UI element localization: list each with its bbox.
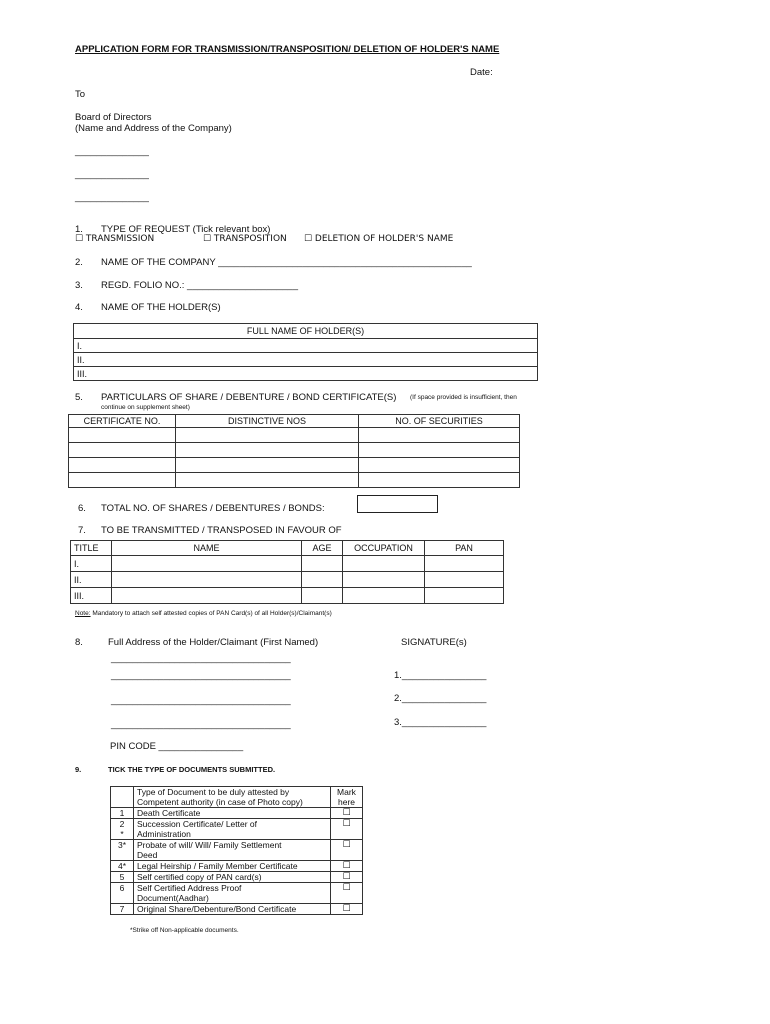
mark-header-line-2: here <box>337 797 355 807</box>
folio-no-field[interactable]: REGD. FOLIO NO.: _____________________ <box>101 280 298 291</box>
doc-death-certificate: Death Certificate <box>134 808 331 819</box>
signature-line-3[interactable]: 3.________________ <box>394 717 487 728</box>
checkbox-original-certificate[interactable]: ☐ <box>331 904 363 915</box>
strike-off-footnote: *Strike off Non-applicable documents. <box>130 927 239 934</box>
holder-row-3[interactable]: III. <box>74 367 538 381</box>
date-label: Date: <box>470 67 493 78</box>
company-name-field[interactable]: NAME OF THE COMPANY ________________________________________________ <box>101 257 472 268</box>
q6-label: TOTAL NO. OF SHARES / DEBENTURES / BONDS: <box>101 503 325 514</box>
col-title: TITLE <box>71 541 112 556</box>
q5-label: PARTICULARS OF SHARE / DEBENTURE / BOND CERTIFICATE(S) <box>101 392 397 403</box>
transferee-row-1: I. <box>71 556 112 572</box>
q1-label: TYPE OF REQUEST (Tick relevant box) <box>101 224 271 235</box>
q7-label: TO BE TRANSMITTED / TRANSPOSED IN FAVOUR OF <box>101 525 342 536</box>
option-deletion[interactable]: ☐ DELETION OF HOLDER'S NAME <box>304 234 454 244</box>
address-blank-3[interactable]: ______________ <box>75 192 149 203</box>
documents-table <box>110 786 363 915</box>
q5-number: 5. <box>75 392 83 403</box>
doc-header-line-2: Competent authority (in case of Photo copy) <box>137 797 303 807</box>
address-line-2[interactable]: __________________________________ <box>111 670 291 681</box>
q1-number: 1. <box>75 224 83 235</box>
q4-number: 4. <box>75 302 83 313</box>
signature-label: SIGNATURE(s) <box>401 637 467 648</box>
pin-code-field[interactable]: PIN CODE ________________ <box>110 741 244 752</box>
option-transmission[interactable]: ☐ TRANSMISSION <box>75 234 155 244</box>
table-row[interactable] <box>71 556 504 572</box>
checkbox-death-certificate[interactable]: ☐ <box>331 808 363 819</box>
mark-header-line-1: Mark <box>337 787 356 797</box>
doc-no-2: 2 * <box>111 819 134 840</box>
q8-label: Full Address of the Holder/Claimant (First Named) <box>108 637 319 648</box>
q4-label: NAME OF THE HOLDER(S) <box>101 302 221 313</box>
q6-number: 6. <box>78 503 86 514</box>
q7-number: 7. <box>78 525 86 536</box>
board-label: Board of Directors <box>75 112 152 123</box>
form-title: APPLICATION FORM FOR TRANSMISSION/TRANSPOSITION/ DELETION OF HOLDER'S NAME <box>75 44 500 55</box>
col-pan: PAN <box>425 541 504 556</box>
company-address-label: (Name and Address of the Company) <box>75 123 232 134</box>
address-line-4[interactable]: __________________________________ <box>111 719 291 730</box>
list-item <box>111 840 363 861</box>
address-blank-1[interactable]: ______________ <box>75 146 149 157</box>
q9-number: 9. <box>75 765 82 774</box>
list-item <box>111 872 363 883</box>
doc-pan-card: Self certified copy of PAN card(s) <box>134 872 331 883</box>
to-label: To <box>75 89 86 100</box>
q3-number: 3. <box>75 280 83 291</box>
doc-probate-line-2: Deed <box>137 850 158 860</box>
q9-label: TICK THE TYPE OF DOCUMENTS SUBMITTED. <box>108 765 276 774</box>
option-transposition[interactable]: ☐ TRANSPOSITION <box>203 234 287 244</box>
transferee-row-2: II. <box>71 572 112 588</box>
table-row[interactable] <box>69 428 520 443</box>
list-item <box>111 861 363 872</box>
checkbox-address-proof[interactable]: ☐ <box>331 883 363 904</box>
col-age: AGE <box>302 541 343 556</box>
table-row[interactable] <box>69 473 520 488</box>
checkbox-probate[interactable]: ☐ <box>331 840 363 861</box>
transferee-table <box>70 540 504 604</box>
table-row[interactable] <box>71 572 504 588</box>
doc-succession-line-2: Administration <box>137 829 191 839</box>
total-shares-box[interactable] <box>357 495 438 513</box>
transferee-row-3: III. <box>71 588 112 604</box>
list-item <box>111 883 363 904</box>
list-item <box>111 808 363 819</box>
doc-no-4: 4* <box>111 861 134 872</box>
pan-note-label: Note: <box>75 610 91 617</box>
q5-note-continued: continue on supplement sheet) <box>101 404 190 411</box>
doc-no-1: 1 <box>111 808 134 819</box>
checkbox-pan-card[interactable]: ☐ <box>331 872 363 883</box>
holder-table-header: FULL NAME OF HOLDER(S) <box>74 324 538 339</box>
pan-note-text: Mandatory to attach self attested copies of PAN Card(s) of all Holder(s)/Claimant(s) <box>90 610 332 617</box>
col-certificate-no: CERTIFICATE NO. <box>69 415 176 428</box>
doc-no-5: 5 <box>111 872 134 883</box>
holder-row-2[interactable]: II. <box>74 353 538 367</box>
doc-probate-line-1: Probate of will/ Will/ Family Settlement <box>137 840 282 850</box>
doc-succession-line-1: Succession Certificate/ Letter of <box>137 819 258 829</box>
checkbox-legal-heirship[interactable]: ☐ <box>331 861 363 872</box>
table-row[interactable] <box>69 443 520 458</box>
holder-names-table <box>73 323 538 381</box>
pan-note <box>75 610 332 617</box>
q8-number: 8. <box>75 637 83 648</box>
col-occupation: OCCUPATION <box>343 541 425 556</box>
address-blank-2[interactable]: ______________ <box>75 169 149 180</box>
checkbox-succession-certificate[interactable]: ☐ <box>331 819 363 840</box>
certificates-table <box>68 414 520 488</box>
table-row[interactable] <box>71 588 504 604</box>
doc-no-7: 7 <box>111 904 134 915</box>
q2-number: 2. <box>75 257 83 268</box>
list-item <box>111 819 363 840</box>
doc-original-certificate: Original Share/Debenture/Bond Certificate <box>134 904 331 915</box>
q5-note: (If space provided is insufficient, then <box>410 394 517 401</box>
col-distinctive-nos: DISTINCTIVE NOS <box>176 415 359 428</box>
col-name: NAME <box>112 541 302 556</box>
col-no-of-securities: NO. OF SECURITIES <box>359 415 520 428</box>
doc-no-6: 6 <box>111 883 134 904</box>
signature-line-1[interactable]: 1.________________ <box>394 670 487 681</box>
doc-address-proof-line-1: Self Certified Address Proof <box>137 883 242 893</box>
address-line-1[interactable]: __________________________________ <box>111 653 291 664</box>
doc-header-line-1: Type of Document to be duly attested by <box>137 787 290 797</box>
signature-line-2[interactable]: 2.________________ <box>394 693 487 704</box>
doc-address-proof-line-2: Document(Aadhar) <box>137 893 209 903</box>
list-item <box>111 904 363 915</box>
doc-no-3: 3* <box>111 840 134 861</box>
address-line-3[interactable]: __________________________________ <box>111 695 291 706</box>
holder-row-1[interactable]: I. <box>74 339 538 353</box>
table-row[interactable] <box>69 458 520 473</box>
doc-legal-heirship: Legal Heirship / Family Member Certificate <box>134 861 331 872</box>
